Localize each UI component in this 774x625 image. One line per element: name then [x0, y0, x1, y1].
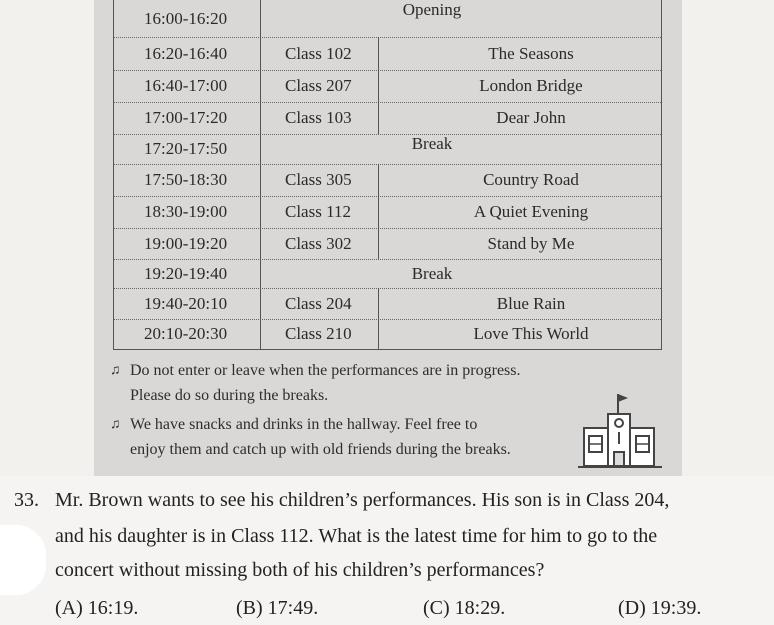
time-cell: 16:00-16:20: [114, 0, 261, 37]
class-cell: Class 302: [261, 228, 379, 259]
table-row: [114, 0, 661, 38]
time-cell: 20:10-20:30: [114, 319, 261, 349]
title-cell: The Seasons: [488, 43, 574, 63]
break-cell: Break: [411, 134, 453, 153]
table-row: [114, 164, 661, 197]
music-note-icon: ♫: [110, 363, 121, 378]
class-cell: Class 103: [261, 102, 379, 134]
class-cell: Class 112: [261, 196, 379, 228]
title-cell: Dear John: [496, 108, 566, 127]
time-cell: 16:40-17:00: [114, 70, 261, 102]
school-building-icon: [578, 392, 668, 470]
time-cell: 19:20-19:40: [114, 259, 261, 288]
question-text: and his daughter is in Class 112. What is the latest time for him to go to the: [55, 525, 658, 547]
table-row: [114, 196, 661, 229]
note-text: Do not enter or leave when the performances are in progress.: [130, 362, 521, 379]
break-cell: Break: [411, 263, 453, 283]
table-row: [114, 228, 661, 260]
question-text: Mr. Brown wants to see his children’s performances. His son is in Class 204,: [55, 489, 670, 511]
opening-cell: Opening: [402, 0, 462, 19]
time-cell: 16:20-16:40: [114, 37, 261, 70]
class-cell: Class 210: [261, 319, 379, 349]
class-cell: Class 102: [261, 37, 379, 70]
question-number: 33.: [14, 489, 39, 511]
table-row: [114, 319, 661, 349]
note-text: We have snacks and drinks in the hallway. Feel free to: [130, 416, 478, 433]
question-block: [0, 476, 774, 625]
notes-section: [110, 358, 590, 466]
title-cell: A Quiet Evening: [473, 202, 589, 221]
title-cell: Country Road: [483, 170, 579, 189]
note-item: [110, 412, 590, 462]
time-cell: 17:20-17:50: [114, 134, 261, 164]
class-cell: Class 305: [261, 164, 379, 196]
table-row: [114, 37, 661, 71]
table-row: [114, 134, 661, 165]
title-cell: Blue Rain: [496, 293, 566, 313]
schedule-table: [113, 0, 662, 350]
title-cell: Love This World: [473, 324, 589, 343]
table-row: [114, 70, 661, 103]
note-item: [110, 358, 590, 408]
music-note-icon: ♫: [110, 417, 121, 432]
choice-d[interactable]: (D) 19:39.: [618, 597, 702, 619]
time-cell: 17:50-18:30: [114, 164, 261, 196]
question-text: concert without missing both of his children’s performances?: [55, 559, 545, 581]
note-text: Please do so during the breaks.: [130, 387, 329, 404]
time-cell: 19:40-20:10: [114, 288, 261, 319]
time-cell: 17:00-17:20: [114, 102, 261, 134]
note-text: enjoy them and catch up with old friends during the breaks.: [130, 441, 511, 458]
choice-b[interactable]: (B) 17:49.: [236, 597, 319, 619]
choice-a[interactable]: (A) 16:19.: [55, 597, 139, 619]
title-cell: London Bridge: [479, 76, 583, 95]
table-row: [114, 259, 661, 289]
choice-c[interactable]: (C) 18:29.: [423, 597, 506, 619]
table-row: [114, 102, 661, 135]
time-cell: 19:00-19:20: [114, 228, 261, 259]
title-cell: Stand by Me: [487, 233, 575, 253]
time-cell: 18:30-19:00: [114, 196, 261, 228]
class-cell: Class 207: [261, 70, 379, 102]
class-cell: Class 204: [261, 288, 379, 319]
table-row: [114, 288, 661, 320]
